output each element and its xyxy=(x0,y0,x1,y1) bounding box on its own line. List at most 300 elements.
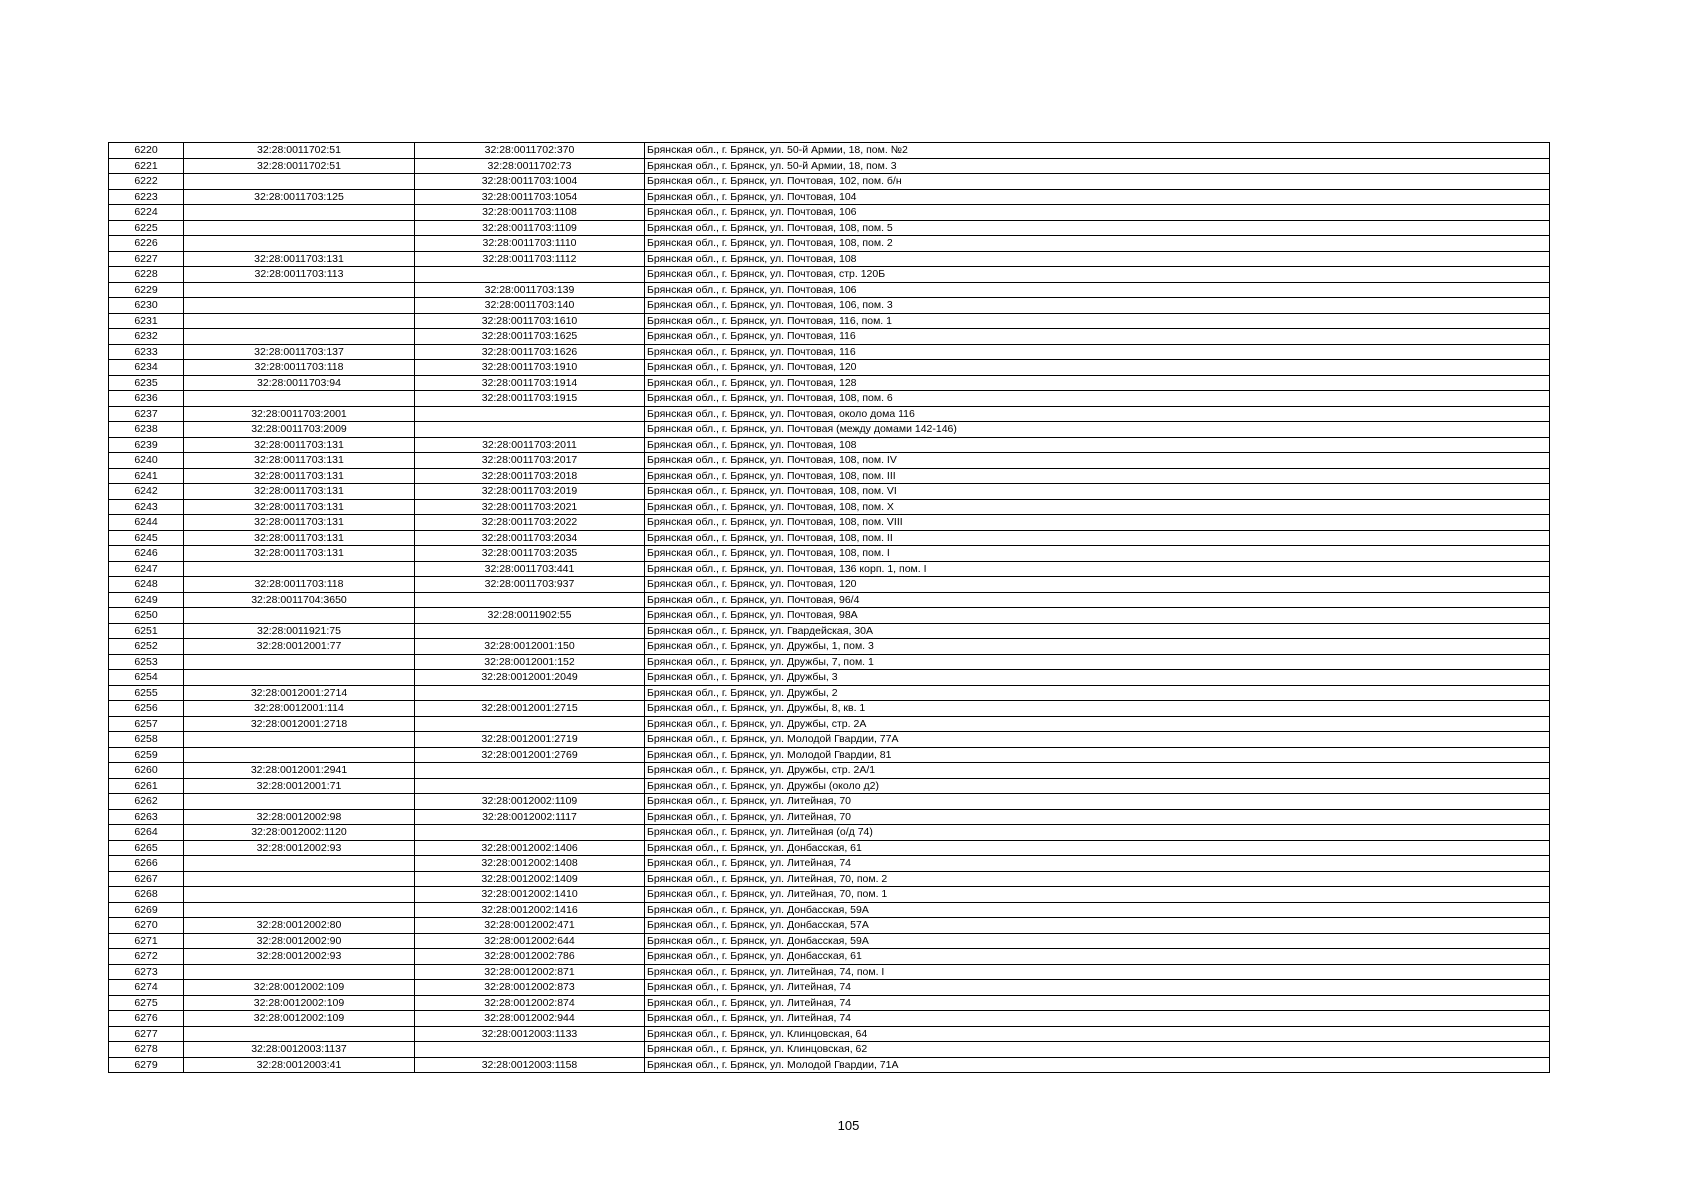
object-number-cell: 32:28:0012002:471 xyxy=(415,918,645,934)
parcel-number-cell: 32:28:0012002:109 xyxy=(184,980,415,996)
table-row xyxy=(109,732,1550,748)
address-cell: Брянская обл., г. Брянск, ул. Литейная, 70, пом. 1 xyxy=(645,887,1550,903)
parcel-number-cell: 32:28:0012002:109 xyxy=(184,995,415,1011)
address-cell: Брянская обл., г. Брянск, ул. Литейная, 74 xyxy=(645,856,1550,872)
row-number-cell: 6239 xyxy=(109,437,184,453)
parcel-number-cell: 32:28:0011704:3650 xyxy=(184,592,415,608)
object-number-cell: 32:28:0012002:944 xyxy=(415,1011,645,1027)
object-number-cell: 32:28:0011703:2018 xyxy=(415,468,645,484)
object-number-cell: 32:28:0012002:873 xyxy=(415,980,645,996)
row-number-cell: 6271 xyxy=(109,933,184,949)
object-number-cell: 32:28:0011703:2022 xyxy=(415,515,645,531)
address-cell: Брянская обл., г. Брянск, ул. Почтовая, 108, пом. IV xyxy=(645,453,1550,469)
parcel-number-cell: 32:28:0011703:131 xyxy=(184,437,415,453)
parcel-number-cell xyxy=(184,871,415,887)
row-number-cell: 6253 xyxy=(109,654,184,670)
parcel-number-cell: 32:28:0011703:2009 xyxy=(184,422,415,438)
parcel-number-cell: 32:28:0011703:94 xyxy=(184,375,415,391)
object-number-cell: 32:28:0011703:937 xyxy=(415,577,645,593)
object-number-cell: 32:28:0012002:644 xyxy=(415,933,645,949)
object-number-cell: 32:28:0011702:73 xyxy=(415,158,645,174)
address-cell: Брянская обл., г. Брянск, ул. Почтовая, 108 xyxy=(645,251,1550,267)
address-cell: Брянская обл., г. Брянск, ул. Почтовая, 120 xyxy=(645,360,1550,376)
parcel-number-cell xyxy=(184,670,415,686)
table-row xyxy=(109,391,1550,407)
object-number-cell: 32:28:0012001:2719 xyxy=(415,732,645,748)
parcel-number-cell: 32:28:0011702:51 xyxy=(184,158,415,174)
address-cell: Брянская обл., г. Брянск, ул. Почтовая, 102, пом. б/н xyxy=(645,174,1550,190)
object-number-cell: 32:28:0011703:140 xyxy=(415,298,645,314)
row-number-cell: 6255 xyxy=(109,685,184,701)
object-number-cell xyxy=(415,623,645,639)
parcel-number-cell: 32:28:0012002:93 xyxy=(184,840,415,856)
object-number-cell: 32:28:0011703:1910 xyxy=(415,360,645,376)
table-row xyxy=(109,747,1550,763)
parcel-number-cell: 32:28:0012001:2941 xyxy=(184,763,415,779)
parcel-number-cell xyxy=(184,561,415,577)
parcel-number-cell: 32:28:0011703:131 xyxy=(184,484,415,500)
table-row xyxy=(109,375,1550,391)
object-number-cell: 32:28:0012002:1408 xyxy=(415,856,645,872)
parcel-number-cell: 32:28:0012002:93 xyxy=(184,949,415,965)
row-number-cell: 6266 xyxy=(109,856,184,872)
row-number-cell: 6248 xyxy=(109,577,184,593)
object-number-cell xyxy=(415,1042,645,1058)
row-number-cell: 6272 xyxy=(109,949,184,965)
address-cell: Брянская обл., г. Брянск, ул. Почтовая, 108, пом. X xyxy=(645,499,1550,515)
address-cell: Брянская обл., г. Брянск, ул. Почтовая, 108 xyxy=(645,437,1550,453)
table-row xyxy=(109,716,1550,732)
address-cell: Брянская обл., г. Брянск, ул. Литейная, 74 xyxy=(645,995,1550,1011)
parcel-number-cell: 32:28:0011703:131 xyxy=(184,468,415,484)
address-cell: Брянская обл., г. Брянск, ул. Почтовая, 108, пом. I xyxy=(645,546,1550,562)
address-cell: Брянская обл., г. Брянск, ул. Почтовая, около дома 116 xyxy=(645,406,1550,422)
row-number-cell: 6257 xyxy=(109,716,184,732)
object-number-cell: 32:28:0011703:2034 xyxy=(415,530,645,546)
address-cell: Брянская обл., г. Брянск, ул. Почтовая, 136 корп. 1, пом. I xyxy=(645,561,1550,577)
row-number-cell: 6242 xyxy=(109,484,184,500)
row-number-cell: 6276 xyxy=(109,1011,184,1027)
parcel-number-cell: 32:28:0011702:51 xyxy=(184,143,415,159)
row-number-cell: 6258 xyxy=(109,732,184,748)
table-row xyxy=(109,995,1550,1011)
table-row xyxy=(109,313,1550,329)
parcel-number-cell xyxy=(184,747,415,763)
row-number-cell: 6223 xyxy=(109,189,184,205)
parcel-number-cell xyxy=(184,732,415,748)
parcel-number-cell: 32:28:0011703:131 xyxy=(184,499,415,515)
address-cell: Брянская обл., г. Брянск, ул. Почтовая, 106 xyxy=(645,282,1550,298)
row-number-cell: 6245 xyxy=(109,530,184,546)
table-row xyxy=(109,949,1550,965)
parcel-number-cell xyxy=(184,220,415,236)
row-number-cell: 6269 xyxy=(109,902,184,918)
address-cell: Брянская обл., г. Брянск, ул. Дружбы, 2 xyxy=(645,685,1550,701)
address-cell: Брянская обл., г. Брянск, ул. Почтовая, 128 xyxy=(645,375,1550,391)
object-number-cell: 32:28:0012002:1409 xyxy=(415,871,645,887)
parcel-number-cell: 32:28:0012003:41 xyxy=(184,1057,415,1073)
address-cell: Брянская обл., г. Брянск, ул. Донбасская, 61 xyxy=(645,840,1550,856)
table-row xyxy=(109,902,1550,918)
row-number-cell: 6220 xyxy=(109,143,184,159)
address-cell: Брянская обл., г. Брянск, ул. Молодой Гвардии, 77А xyxy=(645,732,1550,748)
parcel-number-cell xyxy=(184,856,415,872)
row-number-cell: 6225 xyxy=(109,220,184,236)
address-cell: Брянская обл., г. Брянск, ул. Литейная, 74 xyxy=(645,1011,1550,1027)
records-table xyxy=(108,142,1550,1073)
object-number-cell: 32:28:0012001:2715 xyxy=(415,701,645,717)
row-number-cell: 6246 xyxy=(109,546,184,562)
object-number-cell: 32:28:0011703:1914 xyxy=(415,375,645,391)
row-number-cell: 6240 xyxy=(109,453,184,469)
table-row xyxy=(109,592,1550,608)
object-number-cell: 32:28:0011703:2035 xyxy=(415,546,645,562)
object-number-cell xyxy=(415,716,645,732)
row-number-cell: 6237 xyxy=(109,406,184,422)
row-number-cell: 6234 xyxy=(109,360,184,376)
table-row xyxy=(109,964,1550,980)
address-cell: Брянская обл., г. Брянск, ул. Клинцовская, 62 xyxy=(645,1042,1550,1058)
table-row xyxy=(109,422,1550,438)
parcel-number-cell: 32:28:0012002:109 xyxy=(184,1011,415,1027)
parcel-number-cell: 32:28:0012001:2718 xyxy=(184,716,415,732)
row-number-cell: 6222 xyxy=(109,174,184,190)
object-number-cell: 32:28:0012002:1117 xyxy=(415,809,645,825)
address-cell: Брянская обл., г. Брянск, ул. Молодой Гвардии, 81 xyxy=(645,747,1550,763)
object-number-cell xyxy=(415,685,645,701)
address-cell: Брянская обл., г. Брянск, ул. Литейная, 70, пом. 2 xyxy=(645,871,1550,887)
table-row xyxy=(109,918,1550,934)
table-row xyxy=(109,236,1550,252)
address-cell: Брянская обл., г. Брянск, ул. Молодой Гвардии, 71А xyxy=(645,1057,1550,1073)
object-number-cell xyxy=(415,778,645,794)
object-number-cell: 32:28:0011703:1054 xyxy=(415,189,645,205)
address-cell: Брянская обл., г. Брянск, ул. Почтовая, 106, пом. 3 xyxy=(645,298,1550,314)
table-row xyxy=(109,329,1550,345)
address-cell: Брянская обл., г. Брянск, ул. Дружбы, стр. 2А/1 xyxy=(645,763,1550,779)
row-number-cell: 6275 xyxy=(109,995,184,1011)
object-number-cell xyxy=(415,267,645,283)
row-number-cell: 6229 xyxy=(109,282,184,298)
parcel-number-cell: 32:28:0011703:131 xyxy=(184,453,415,469)
parcel-number-cell xyxy=(184,174,415,190)
row-number-cell: 6228 xyxy=(109,267,184,283)
address-cell: Брянская обл., г. Брянск, ул. Почтовая, 108, пом. VI xyxy=(645,484,1550,500)
address-cell: Брянская обл., г. Брянск, ул. 50-й Армии, 18, пом. №2 xyxy=(645,143,1550,159)
object-number-cell xyxy=(415,592,645,608)
parcel-number-cell: 32:28:0012001:114 xyxy=(184,701,415,717)
parcel-number-cell: 32:28:0012002:80 xyxy=(184,918,415,934)
object-number-cell: 32:28:0011902:55 xyxy=(415,608,645,624)
object-number-cell: 32:28:0011703:1626 xyxy=(415,344,645,360)
row-number-cell: 6235 xyxy=(109,375,184,391)
row-number-cell: 6231 xyxy=(109,313,184,329)
row-number-cell: 6236 xyxy=(109,391,184,407)
address-cell: Брянская обл., г. Брянск, ул. Почтовая, 120 xyxy=(645,577,1550,593)
address-cell: Брянская обл., г. Брянск, ул. Клинцовская, 64 xyxy=(645,1026,1550,1042)
object-number-cell: 32:28:0011703:2021 xyxy=(415,499,645,515)
object-number-cell: 32:28:0012003:1158 xyxy=(415,1057,645,1073)
parcel-number-cell: 32:28:0011703:2001 xyxy=(184,406,415,422)
address-cell: Брянская обл., г. Брянск, ул. Почтовая, 98А xyxy=(645,608,1550,624)
object-number-cell: 32:28:0011703:1112 xyxy=(415,251,645,267)
page-number: 105 xyxy=(837,1118,860,1133)
address-cell: Брянская обл., г. Брянск, ул. Почтовая, 108, пом. II xyxy=(645,530,1550,546)
table-row xyxy=(109,546,1550,562)
row-number-cell: 6270 xyxy=(109,918,184,934)
address-cell: Брянская обл., г. Брянск, ул. Литейная, 70 xyxy=(645,794,1550,810)
row-number-cell: 6224 xyxy=(109,205,184,221)
address-cell: Брянская обл., г. Брянск, ул. Гвардейская, 30А xyxy=(645,623,1550,639)
row-number-cell: 6251 xyxy=(109,623,184,639)
object-number-cell: 32:28:0012001:150 xyxy=(415,639,645,655)
object-number-cell: 32:28:0011703:1110 xyxy=(415,236,645,252)
object-number-cell: 32:28:0011703:1004 xyxy=(415,174,645,190)
table-row xyxy=(109,654,1550,670)
table-row xyxy=(109,1042,1550,1058)
row-number-cell: 6227 xyxy=(109,251,184,267)
table-row xyxy=(109,298,1550,314)
object-number-cell: 32:28:0011703:1108 xyxy=(415,205,645,221)
parcel-number-cell: 32:28:0011703:118 xyxy=(184,577,415,593)
address-cell: Брянская обл., г. Брянск, ул. Почтовая, 96/4 xyxy=(645,592,1550,608)
address-cell: Брянская обл., г. Брянск, ул. Донбасская, 59А xyxy=(645,933,1550,949)
object-number-cell: 32:28:0011703:2017 xyxy=(415,453,645,469)
address-cell: Брянская обл., г. Брянск, ул. 50-й Армии, 18, пом. 3 xyxy=(645,158,1550,174)
table-row xyxy=(109,468,1550,484)
parcel-number-cell: 32:28:0011703:113 xyxy=(184,267,415,283)
parcel-number-cell xyxy=(184,313,415,329)
object-number-cell: 32:28:0011703:1610 xyxy=(415,313,645,329)
row-number-cell: 6256 xyxy=(109,701,184,717)
table-row xyxy=(109,189,1550,205)
table-row xyxy=(109,980,1550,996)
table-row xyxy=(109,360,1550,376)
object-number-cell: 32:28:0012002:1406 xyxy=(415,840,645,856)
row-number-cell: 6261 xyxy=(109,778,184,794)
object-number-cell: 32:28:0011703:1109 xyxy=(415,220,645,236)
parcel-number-cell: 32:28:0011703:131 xyxy=(184,530,415,546)
parcel-number-cell xyxy=(184,391,415,407)
row-number-cell: 6221 xyxy=(109,158,184,174)
table-row xyxy=(109,499,1550,515)
table-row xyxy=(109,763,1550,779)
object-number-cell: 32:28:0011703:441 xyxy=(415,561,645,577)
parcel-number-cell xyxy=(184,205,415,221)
row-number-cell: 6241 xyxy=(109,468,184,484)
table-row xyxy=(109,778,1550,794)
table-row xyxy=(109,809,1550,825)
row-number-cell: 6252 xyxy=(109,639,184,655)
row-number-cell: 6238 xyxy=(109,422,184,438)
address-cell: Брянская обл., г. Брянск, ул. Почтовая, стр. 120Б xyxy=(645,267,1550,283)
table-row xyxy=(109,577,1550,593)
table-row xyxy=(109,530,1550,546)
table-row xyxy=(109,871,1550,887)
table-row xyxy=(109,158,1550,174)
row-number-cell: 6254 xyxy=(109,670,184,686)
object-number-cell: 32:28:0012002:786 xyxy=(415,949,645,965)
row-number-cell: 6278 xyxy=(109,1042,184,1058)
table-row xyxy=(109,825,1550,841)
table-row xyxy=(109,1026,1550,1042)
table-row xyxy=(109,887,1550,903)
object-number-cell: 32:28:0012002:1109 xyxy=(415,794,645,810)
parcel-number-cell: 32:28:0011703:118 xyxy=(184,360,415,376)
parcel-number-cell xyxy=(184,282,415,298)
object-number-cell: 32:28:0011703:2019 xyxy=(415,484,645,500)
parcel-number-cell: 32:28:0012001:71 xyxy=(184,778,415,794)
object-number-cell: 32:28:0012002:871 xyxy=(415,964,645,980)
parcel-number-cell xyxy=(184,794,415,810)
object-number-cell: 32:28:0012003:1133 xyxy=(415,1026,645,1042)
object-number-cell: 32:28:0012002:874 xyxy=(415,995,645,1011)
address-cell: Брянская обл., г. Брянск, ул. Дружбы, 8, кв. 1 xyxy=(645,701,1550,717)
object-number-cell: 32:28:0012001:2769 xyxy=(415,747,645,763)
address-cell: Брянская обл., г. Брянск, ул. Почтовая, 116 xyxy=(645,344,1550,360)
parcel-number-cell: 32:28:0011921:75 xyxy=(184,623,415,639)
table-row xyxy=(109,623,1550,639)
row-number-cell: 6262 xyxy=(109,794,184,810)
table-row xyxy=(109,1057,1550,1073)
address-cell: Брянская обл., г. Брянск, ул. Донбасская, 57А xyxy=(645,918,1550,934)
object-number-cell: 32:28:0012001:152 xyxy=(415,654,645,670)
records-table-body xyxy=(109,143,1550,1073)
object-number-cell xyxy=(415,763,645,779)
address-cell: Брянская обл., г. Брянск, ул. Литейная, 74, пом. I xyxy=(645,964,1550,980)
table-row xyxy=(109,639,1550,655)
table-row xyxy=(109,205,1550,221)
table-row xyxy=(109,437,1550,453)
table-row xyxy=(109,174,1550,190)
parcel-number-cell: 32:28:0012002:90 xyxy=(184,933,415,949)
row-number-cell: 6268 xyxy=(109,887,184,903)
object-number-cell xyxy=(415,406,645,422)
table-row xyxy=(109,484,1550,500)
object-number-cell: 32:28:0011702:370 xyxy=(415,143,645,159)
object-number-cell: 32:28:0012001:2049 xyxy=(415,670,645,686)
row-number-cell: 6265 xyxy=(109,840,184,856)
address-cell: Брянская обл., г. Брянск, ул. Почтовая, 108, пом. 2 xyxy=(645,236,1550,252)
address-cell: Брянская обл., г. Брянск, ул. Почтовая, 104 xyxy=(645,189,1550,205)
address-cell: Брянская обл., г. Брянск, ул. Почтовая, 116, пом. 1 xyxy=(645,313,1550,329)
row-number-cell: 6243 xyxy=(109,499,184,515)
parcel-number-cell xyxy=(184,236,415,252)
parcel-number-cell xyxy=(184,964,415,980)
parcel-number-cell: 32:28:0011703:131 xyxy=(184,251,415,267)
parcel-number-cell: 32:28:0011703:125 xyxy=(184,189,415,205)
object-number-cell xyxy=(415,825,645,841)
parcel-number-cell xyxy=(184,1026,415,1042)
address-cell: Брянская обл., г. Брянск, ул. Дружбы, 3 xyxy=(645,670,1550,686)
address-cell: Брянская обл., г. Брянск, ул. Почтовая, 108, пом. 6 xyxy=(645,391,1550,407)
parcel-number-cell: 32:28:0012001:77 xyxy=(184,639,415,655)
parcel-number-cell: 32:28:0012003:1137 xyxy=(184,1042,415,1058)
address-cell: Брянская обл., г. Брянск, ул. Донбасская, 61 xyxy=(645,949,1550,965)
parcel-number-cell: 32:28:0011703:131 xyxy=(184,515,415,531)
row-number-cell: 6264 xyxy=(109,825,184,841)
table-row xyxy=(109,453,1550,469)
row-number-cell: 6247 xyxy=(109,561,184,577)
parcel-number-cell xyxy=(184,608,415,624)
object-number-cell xyxy=(415,422,645,438)
parcel-number-cell xyxy=(184,298,415,314)
address-cell: Брянская обл., г. Брянск, ул. Почтовая, 116 xyxy=(645,329,1550,345)
table-row xyxy=(109,856,1550,872)
object-number-cell: 32:28:0011703:139 xyxy=(415,282,645,298)
table-row xyxy=(109,670,1550,686)
address-cell: Брянская обл., г. Брянск, ул. Литейная, 74 xyxy=(645,980,1550,996)
row-number-cell: 6244 xyxy=(109,515,184,531)
object-number-cell: 32:28:0011703:2011 xyxy=(415,437,645,453)
address-cell: Брянская обл., г. Брянск, ул. Почтовая, 108, пом. III xyxy=(645,468,1550,484)
object-number-cell: 32:28:0012002:1410 xyxy=(415,887,645,903)
row-number-cell: 6230 xyxy=(109,298,184,314)
parcel-number-cell xyxy=(184,654,415,670)
table-row xyxy=(109,933,1550,949)
table-row xyxy=(109,515,1550,531)
parcel-number-cell: 32:28:0012002:1120 xyxy=(184,825,415,841)
table-row xyxy=(109,282,1550,298)
parcel-number-cell: 32:28:0012002:98 xyxy=(184,809,415,825)
row-number-cell: 6232 xyxy=(109,329,184,345)
object-number-cell: 32:28:0011703:1915 xyxy=(415,391,645,407)
row-number-cell: 6260 xyxy=(109,763,184,779)
address-cell: Брянская обл., г. Брянск, ул. Дружбы, 1, пом. 3 xyxy=(645,639,1550,655)
table-row xyxy=(109,220,1550,236)
table-row xyxy=(109,701,1550,717)
address-cell: Брянская обл., г. Брянск, ул. Почтовая, 106 xyxy=(645,205,1550,221)
table-row xyxy=(109,561,1550,577)
table-row xyxy=(109,143,1550,159)
table-row xyxy=(109,251,1550,267)
parcel-number-cell xyxy=(184,902,415,918)
table-row xyxy=(109,406,1550,422)
table-row xyxy=(109,267,1550,283)
row-number-cell: 6263 xyxy=(109,809,184,825)
object-number-cell: 32:28:0012002:1416 xyxy=(415,902,645,918)
address-cell: Брянская обл., г. Брянск, ул. Почтовая (между домами 142-146) xyxy=(645,422,1550,438)
row-number-cell: 6267 xyxy=(109,871,184,887)
parcel-number-cell: 32:28:0012001:2714 xyxy=(184,685,415,701)
row-number-cell: 6233 xyxy=(109,344,184,360)
address-cell: Брянская обл., г. Брянск, ул. Донбасская, 59А xyxy=(645,902,1550,918)
parcel-number-cell xyxy=(184,329,415,345)
parcel-number-cell: 32:28:0011703:137 xyxy=(184,344,415,360)
row-number-cell: 6249 xyxy=(109,592,184,608)
row-number-cell: 6226 xyxy=(109,236,184,252)
row-number-cell: 6279 xyxy=(109,1057,184,1073)
table-row xyxy=(109,685,1550,701)
parcel-number-cell xyxy=(184,887,415,903)
address-cell: Брянская обл., г. Брянск, ул. Литейная, 70 xyxy=(645,809,1550,825)
table-row xyxy=(109,840,1550,856)
table-row xyxy=(109,344,1550,360)
address-cell: Брянская обл., г. Брянск, ул. Почтовая, 108, пом. 5 xyxy=(645,220,1550,236)
row-number-cell: 6250 xyxy=(109,608,184,624)
table-row xyxy=(109,1011,1550,1027)
row-number-cell: 6277 xyxy=(109,1026,184,1042)
address-cell: Брянская обл., г. Брянск, ул. Дружбы, 7, пом. 1 xyxy=(645,654,1550,670)
parcel-number-cell: 32:28:0011703:131 xyxy=(184,546,415,562)
row-number-cell: 6274 xyxy=(109,980,184,996)
table-row xyxy=(109,608,1550,624)
address-cell: Брянская обл., г. Брянск, ул. Литейная (о/д 74) xyxy=(645,825,1550,841)
row-number-cell: 6273 xyxy=(109,964,184,980)
address-cell: Брянская обл., г. Брянск, ул. Дружбы, стр. 2А xyxy=(645,716,1550,732)
table-row xyxy=(109,794,1550,810)
address-cell: Брянская обл., г. Брянск, ул. Почтовая, 108, пом. VIII xyxy=(645,515,1550,531)
